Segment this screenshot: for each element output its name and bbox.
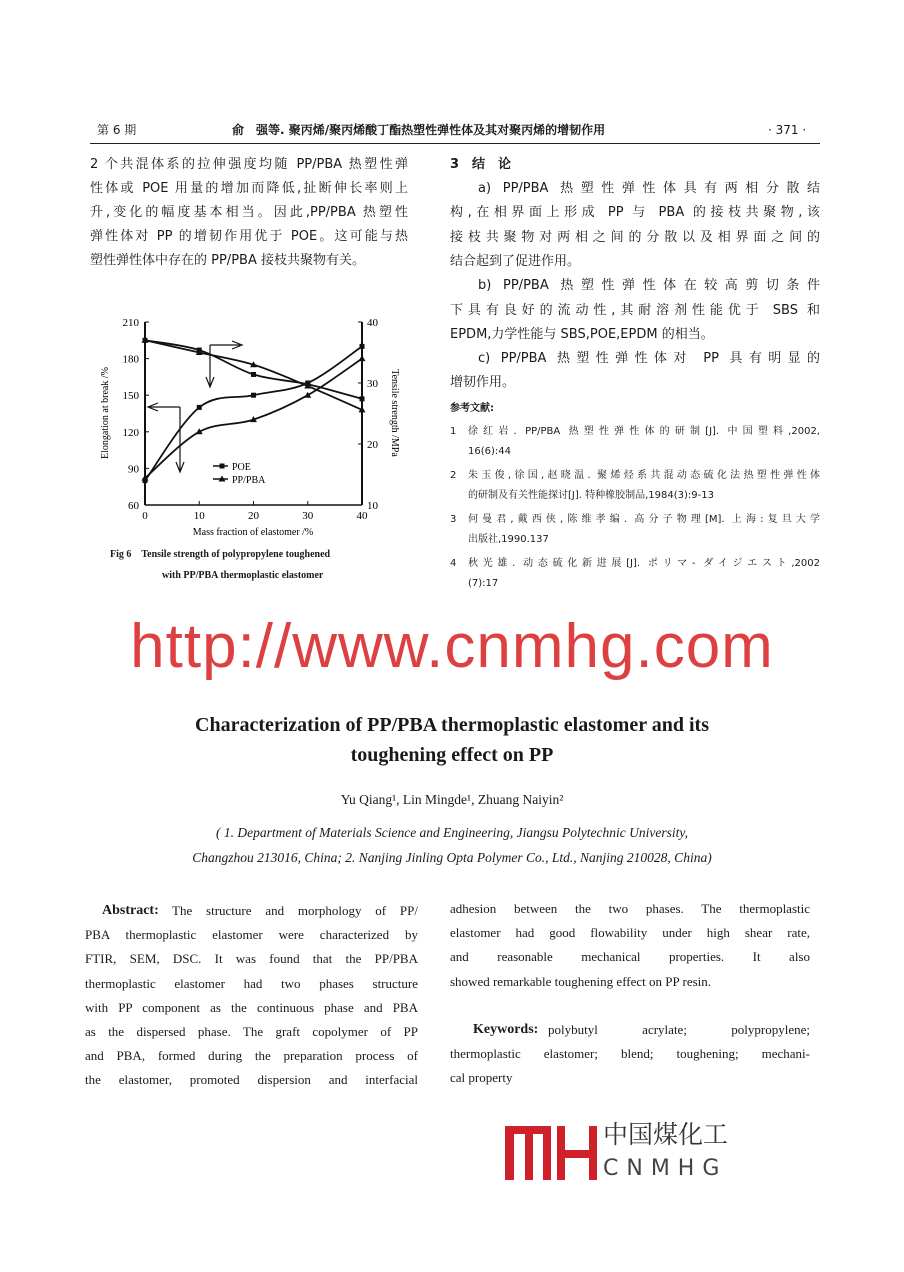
body-line: 塑性弹性体中存在的 PP/PBA 接枝共聚物有关。 <box>90 253 365 268</box>
x-tick-label: 20 <box>248 510 259 522</box>
left-axis-arrow-icon <box>148 403 184 472</box>
conclusion-line: 接枝共聚物对两相之间的分散以及相界面之间的 <box>450 229 820 245</box>
body-line: 弹性体对 PP 的增韧作用优于 POE。这可能与热 <box>90 229 408 244</box>
mh-logo-mark <box>505 1124 600 1182</box>
figure-6-chart <box>0 0 420 545</box>
series-poe-left-marker <box>360 344 365 349</box>
x-axis-label: Mass fraction of elastomer /% <box>192 527 314 538</box>
legend-poe-label: POE <box>232 462 251 473</box>
affiliation-line-2: Changzhou 213016, China; 2. Nanjing Jinling Opta Polymer Co., Ltd., Nanjing 210028, China) <box>192 850 712 865</box>
x-tick-label: 40 <box>356 510 368 522</box>
x-tick-label: 0 <box>142 510 148 522</box>
reference-line: 秋光雄. 动态硫化新进展[J]. ポリマ- ダイジエスト,2002 <box>468 558 820 569</box>
y-tick-label: 90 <box>128 463 139 476</box>
abstract-label: Abstract: <box>102 903 159 918</box>
series-poe-left-marker <box>197 405 202 410</box>
abstract-line: FTIR, SEM, DSC. It was found that the PP/PBA <box>85 951 418 967</box>
references-heading: 参考文献: <box>450 403 494 414</box>
abstract-line: adhesion between the two phases. The thermoplastic <box>450 901 810 916</box>
y2-axis-label: Tensile strength /MPa <box>389 369 400 457</box>
right-axis-arrow-icon <box>206 341 242 387</box>
abstract-line: and PBA, formed during the preparation process of <box>85 1048 418 1064</box>
y-axis-label: Elongation at break /% <box>100 367 111 459</box>
abstract-line: elastomer had good flowability under high shear rate, <box>450 925 810 941</box>
abstract-line: as the dispersed phase. The graft copolymer of PP <box>85 1024 418 1039</box>
conclusion-line: b) PP/PBA 热塑性弹性体在较高剪切条件 <box>478 278 820 294</box>
reference-line: 的研制及有关性能探讨[J]. 特种橡胶制品,1984(3):9-13 <box>468 490 714 501</box>
abstract-line: and reasonable mechanical properties. It also <box>450 949 810 965</box>
abstract-line: PBA thermoplastic elastomer were characterized by <box>85 927 418 943</box>
reference-number: 2 <box>450 470 457 481</box>
abstract-line: showed remarkable toughening effect on PP resin. <box>450 973 712 989</box>
y-tick-label: 150 <box>122 390 139 403</box>
series-pp-pba-left-marker <box>359 355 366 361</box>
page-number: · 371 · <box>768 123 807 137</box>
reference-number: 4 <box>450 558 457 569</box>
y2-tick-label: 20 <box>367 439 378 451</box>
body-line: 性体或 POE 用量的增加而降低,扯断伸长率则上 <box>90 181 408 196</box>
y-tick-label: 120 <box>122 426 139 439</box>
y-tick-label: 210 <box>122 317 139 329</box>
conclusion-line: 结合起到了促进作用。 <box>450 253 581 269</box>
conclusion-line: EPDM,力学性能与 SBS,POE,EPDM 的相当。 <box>450 326 714 342</box>
authors: Yu Qiang¹, Lin Mingde¹, Zhuang Naiyin² <box>340 792 564 807</box>
conclusion-line: c) PP/PBA 热塑性弹性体对 PP 具有明显的 <box>478 351 820 367</box>
series-poe-left-marker <box>251 393 256 398</box>
affiliation-line-1: ( 1. Department of Materials Science and Engineering, Jiangsu Polytechnic University, <box>215 825 688 840</box>
series-poe-right-marker <box>251 372 256 377</box>
figure-caption-line-1: Fig 6 Tensile strength of polypropylene toughened <box>110 549 331 560</box>
abstract-line: with PP component as the continuous phase and PBA <box>85 999 418 1015</box>
conclusion-line: a) PP/PBA 热塑性弹性体具有两相分散结 <box>478 181 820 196</box>
conclusion-line: 下具有良好的流动性,其耐溶剂性能优于 SBS 和 <box>450 302 820 318</box>
figure-caption-line-2: with PP/PBA thermoplastic elastomer <box>162 570 324 581</box>
watermark: http://www.cnmhg.com <box>130 612 774 681</box>
logo-cn-text: 中国煤化工 <box>603 1120 729 1149</box>
x-tick-label: 30 <box>302 510 314 522</box>
abstract-line: The structure and morphology of PP/ <box>172 903 418 918</box>
reference-line: 何曼君,戴西侠,陈维孝编. 高分子物理[M]. 上海:复旦大学 <box>468 514 820 525</box>
y2-tick-label: 30 <box>367 378 378 390</box>
keywords-line: thermoplastic elastomer; blend; toughening; mechani- <box>450 1046 810 1062</box>
y2-tick-label: 10 <box>367 500 378 512</box>
abstract-line: thermoplastic elastomer had two phases structure <box>85 975 418 991</box>
legend-poe-marker <box>220 464 225 469</box>
english-title-line-1: Characterization of PP/PBA thermoplastic elastomer and its <box>195 714 709 736</box>
conclusion-line: 增韧作用。 <box>450 375 516 391</box>
body-line: 2 个共混体系的拉伸强度均随 PP/PBA 热塑性弹 <box>90 157 408 172</box>
reference-line: 出版社,1990.137 <box>468 534 549 545</box>
y2-tick-label: 40 <box>367 317 378 329</box>
reference-line: 徐红岩. PP/PBA 热塑性弹性体的研制[J]. 中国塑料,2002, <box>468 426 820 437</box>
abstract-line: the elastomer, promoted dispersion and interfacial <box>85 1072 418 1088</box>
series-poe-right-marker <box>360 396 365 401</box>
reference-line: 16(6):44 <box>468 446 511 457</box>
x-tick-label: 10 <box>193 510 205 522</box>
reference-number: 1 <box>450 426 457 437</box>
body-line: 升,变化的幅度基本相当。因此,PP/PBA 热塑性 <box>90 205 408 220</box>
section-heading: 3 结 论 <box>450 157 512 172</box>
keywords-line: cal property <box>450 1070 513 1086</box>
logo-en-text: CNMHG <box>603 1156 728 1181</box>
keywords-label: Keywords: <box>473 1022 539 1037</box>
running-title: 俞 强等. 聚丙烯/聚丙烯酸丁酯热塑性弹性体及其对聚丙烯的增韧作用 <box>232 123 606 137</box>
reference-number: 3 <box>450 514 457 525</box>
y-tick-label: 180 <box>122 353 139 366</box>
keywords-line: polybutyl acrylate; polypropylene; <box>548 1022 810 1037</box>
cnmhg-logo <box>505 1120 765 1186</box>
issue-number: 第 6 期 <box>97 123 137 137</box>
y-tick-label: 60 <box>128 500 139 512</box>
reference-line: 朱玉俊,徐国,赵晓温. 聚烯烃系共混动态硫化法热塑性弹性体 <box>468 470 820 481</box>
conclusion-line: 构,在相界面上形成 PP 与 PBA 的接枝共聚物,该 <box>450 205 820 221</box>
legend-pppba-label: PP/PBA <box>232 475 266 486</box>
reference-line: (7):17 <box>468 578 499 589</box>
english-title-line-2: toughening effect on PP <box>350 744 554 766</box>
